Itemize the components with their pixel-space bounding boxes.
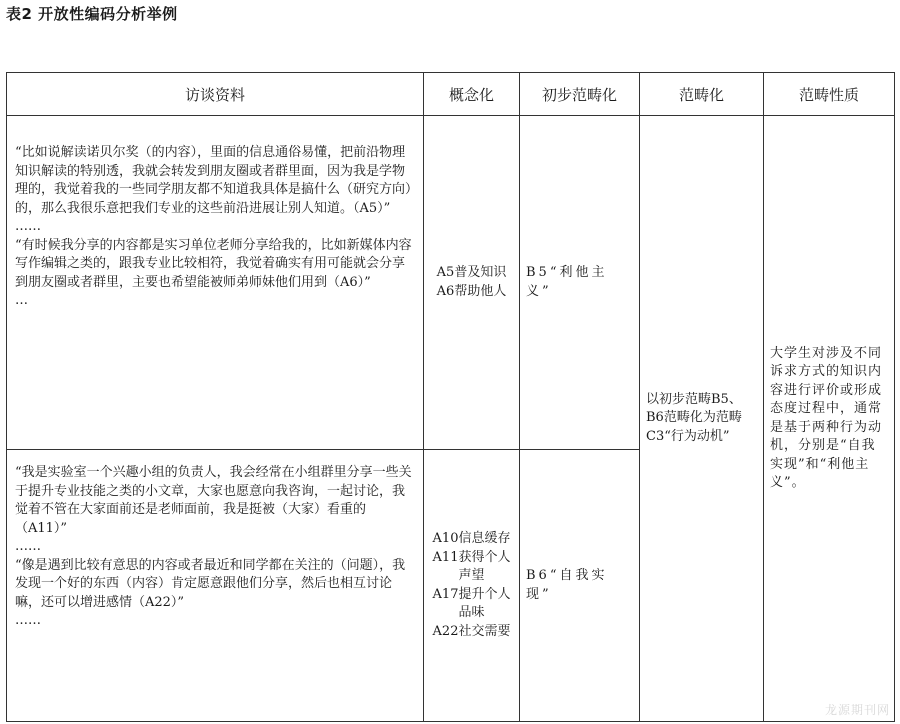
header-interview: 访谈资料 [7, 73, 424, 116]
concept-cell [424, 450, 520, 722]
header-initial-category: 初步范畴化 [520, 73, 640, 116]
initial-category-cell: B5“利他主义” [520, 116, 640, 450]
interview-quote: “我是实验室一个兴趣小组的负责人，我会经常在小组群里分享一些关于提升专业技能之类的小文章，大家也愿意向我咨询，一起讨论，我觉着不管在大家面前还是老师面前，我是挺被（大家）看重的（A11）” [15, 465, 412, 536]
interview-quote: “有时候我分享的内容都是实习单位老师分享给我的，比如新媒体内容写作编辑之类的，跟我专业比较相符，我觉着确实有用可能就会分享到朋友圈或者群里，主要也希望能被师弟师妹他们用到（A6）” [15, 237, 412, 290]
ellipsis: … [15, 293, 28, 308]
concept-item: A5普及知识 [436, 265, 507, 280]
header-row [7, 73, 895, 116]
ellipsis: …… [15, 219, 41, 234]
header-category: 范畴化 [640, 73, 764, 116]
concept-item: A11获得个人声望 [432, 549, 511, 583]
table-caption: 表2 开放性编码分析举例 [6, 5, 178, 23]
concept-item: A17提升个人品味 [432, 586, 511, 620]
interview-cell [7, 450, 424, 722]
ellipsis: …… [15, 539, 41, 554]
table-row [7, 116, 895, 450]
initial-category-cell: B6“自我实现” [520, 450, 640, 722]
concept-item: A10信息缓存 [432, 531, 511, 546]
ellipsis: …… [15, 613, 41, 628]
interview-quote: “像是遇到比较有意思的内容或者最近和同学都在关注的（问题），我发现一个好的东西（内容）肯定愿意跟他们分享，然后也相互讨论嘛，还可以增进感情（A22）” [15, 557, 406, 610]
header-category-nature: 范畴性质 [764, 73, 895, 116]
category-nature-cell: 大学生对涉及不同诉求方式的知识内容进行评价或形成态度过程中，通常是基于两种行为动机，分别是“自我实现”和“利他主义”。 [764, 116, 895, 722]
concept-item: A6帮助他人 [436, 283, 507, 299]
category-cell: 以初步范畴B5、B6范畴化为范畴C3“行为动机” [640, 116, 764, 722]
watermark: 龙源期刊网 [824, 703, 890, 717]
concept-item: A22社交需要 [432, 623, 511, 639]
concept-cell [424, 116, 520, 450]
interview-quote: “比如说解读诺贝尔奖（的内容），里面的信息通俗易懂，把前沿物理知识解读的特别透，我就会转发到朋友圈或者群里面，因为我是学物理的，我觉着我的一些同学朋友都不知道我具体是搞什么（研究方向）的，那么我很乐意把我们专业的这些前沿进展让别人知道。（A5）” [15, 145, 412, 216]
header-concept: 概念化 [424, 73, 520, 116]
interview-cell [7, 116, 424, 450]
open-coding-table [6, 72, 895, 722]
